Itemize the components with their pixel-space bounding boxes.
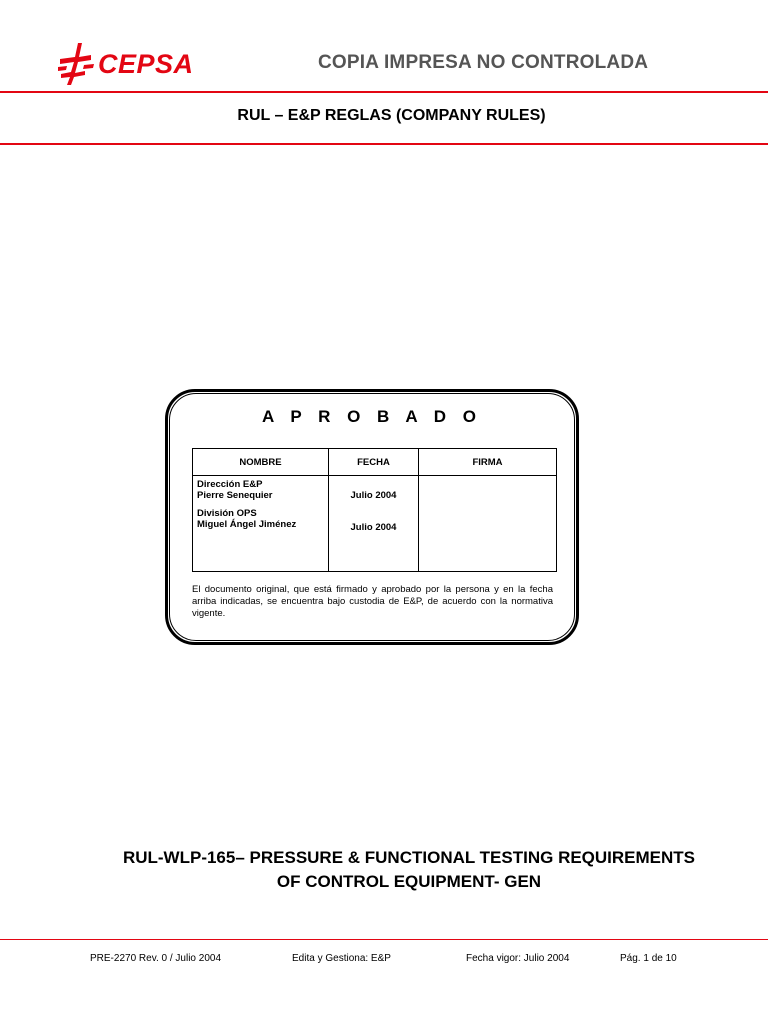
column-header-name: NOMBRE [193, 449, 329, 476]
approver-name: Pierre Senequier [197, 490, 273, 501]
footer-reference: PRE-2270 Rev. 0 / Julio 2004 [90, 953, 222, 964]
approver-2 [197, 508, 328, 530]
approval-table [192, 448, 557, 572]
logo-wordmark: CEPSA [98, 48, 194, 79]
footer-effective-date: Fecha vigor: Julio 2004 [466, 953, 570, 964]
signature-cell [419, 476, 557, 572]
dates-cell [329, 476, 419, 572]
approval-date: Julio 2004 [350, 490, 397, 501]
custody-note: El documento original, que está firmado y aprobado por la persona y en la fecha arriba indicadas, se encuentra bajo custodia de E&P, de acuerdo con la normativa vigente. [192, 584, 553, 619]
document-title [0, 846, 768, 894]
section-title: RUL – E&P REGLAS (COMPANY RULES) [237, 107, 546, 124]
footer-page-number: Pág. 1 de 10 [620, 953, 677, 964]
approver-role: División OPS [197, 508, 257, 519]
approver-1 [197, 479, 328, 501]
approver-name: Miguel Ángel Jiménez [197, 519, 297, 530]
approvers-cell [193, 476, 329, 572]
footer-edited-by: Edita y Gestiona: E&P [292, 953, 391, 964]
column-header-date: FECHA [329, 449, 419, 476]
document-title-line-1: RUL-WLP-165– PRESSURE & FUNCTIONAL TESTING REQUIREMENTS [122, 848, 696, 867]
cepsa-logo [58, 42, 194, 86]
footer-divider [0, 939, 768, 940]
uncontrolled-copy-notice: COPIA IMPRESA NO CONTROLADA [318, 52, 649, 73]
approval-title: A P R O B A D O [261, 407, 483, 426]
document-title-line-2: OF CONTROL EQUIPMENT- GEN [276, 872, 542, 891]
approval-date: Julio 2004 [350, 522, 397, 533]
cepsa-emblem-icon [58, 43, 94, 85]
column-header-signature: FIRMA [419, 449, 557, 476]
header-divider-top [0, 91, 768, 93]
approver-role: Dirección E&P [197, 479, 263, 490]
header-divider-bottom [0, 143, 768, 145]
